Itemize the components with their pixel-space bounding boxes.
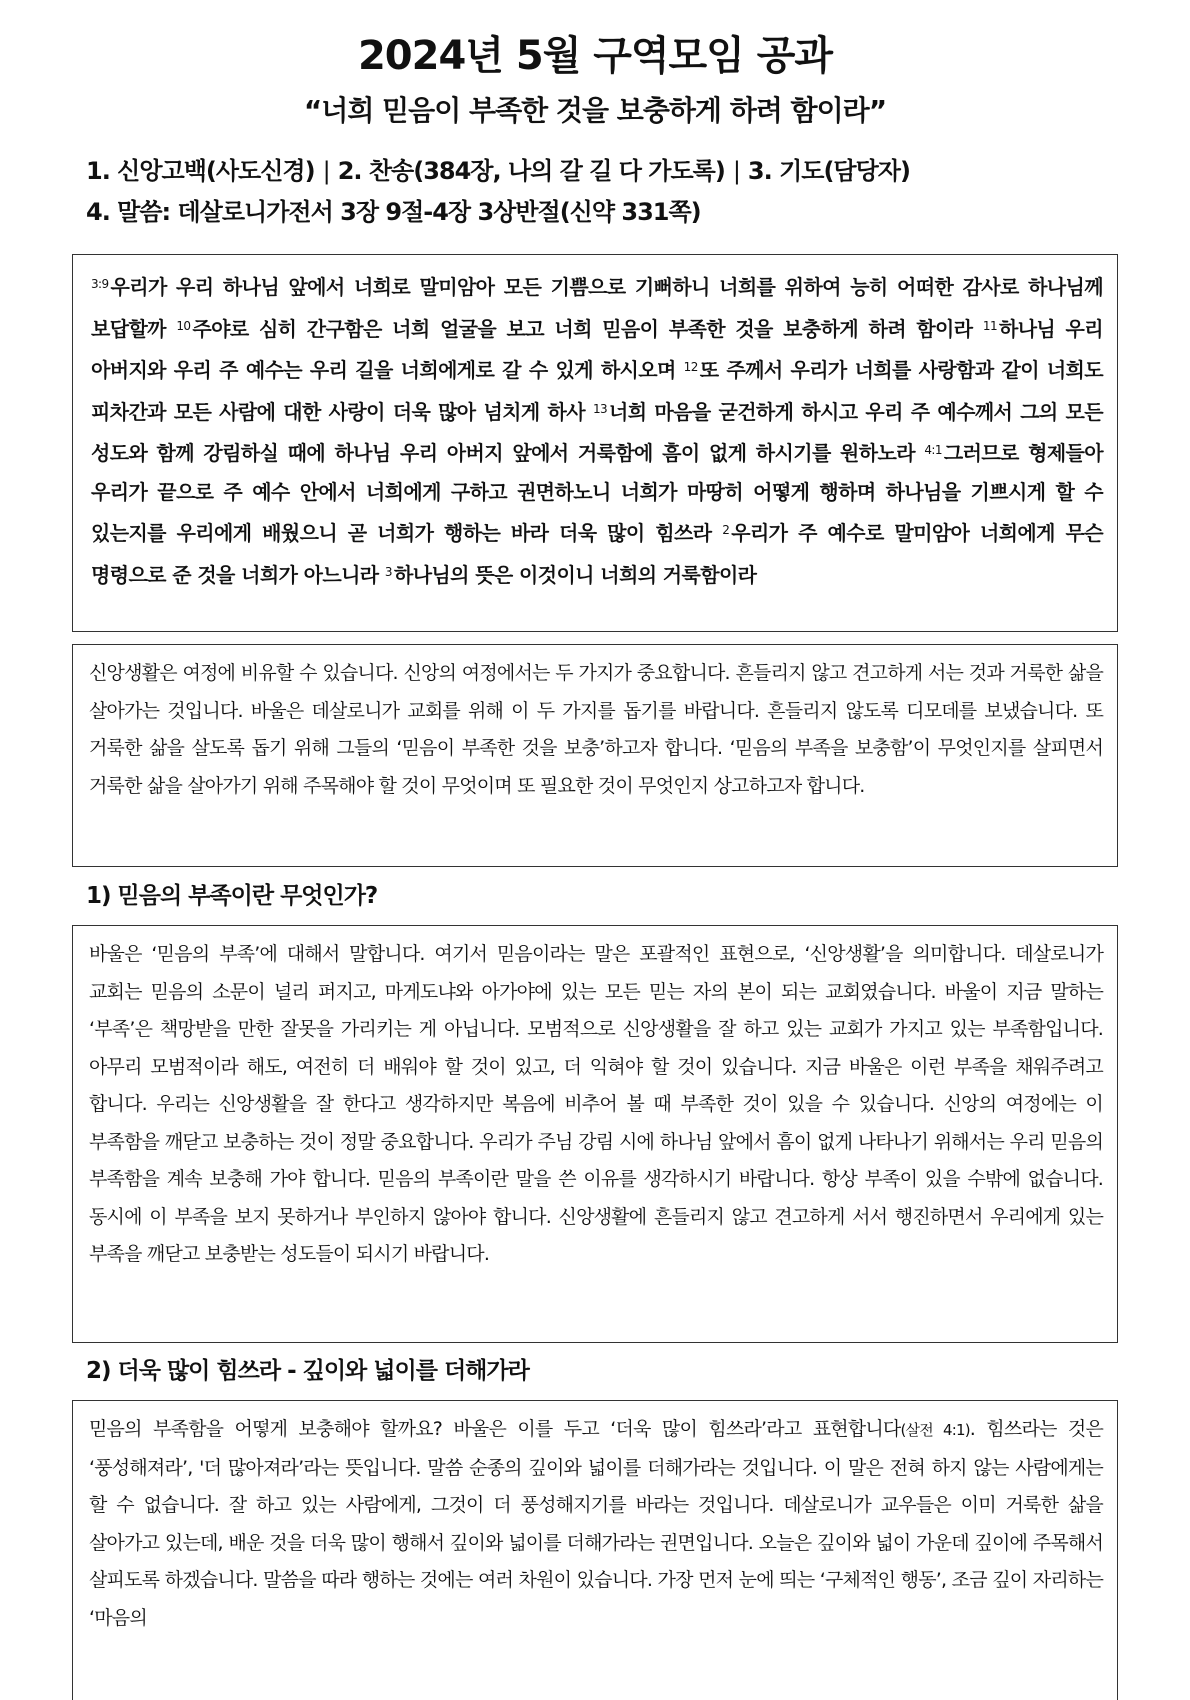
order-of-service-line-1 [86, 154, 910, 188]
verse-text: 우리가 우리 하나님 앞에서 너희로 말미암아 모든 기쁨으로 기뻐하니 너희를 위하여 능히 어떠한 감사로 하나님께 보답할까 [91, 275, 1103, 341]
separator: | [322, 157, 330, 185]
verse-text: 주야로 심히 간구함은 너희 얼굴을 보고 너희 믿음이 부족한 것을 보충하게 하려 함이라 [192, 316, 973, 341]
verse-text: 그러므로 형제들아 우리가 끝으로 주 예수 안에서 너희에게 구하고 권면하노니 너희가 마땅히 어떻게 행하며 하나님을 기쁘시게 할 수 있는지를 우리에게 배웠으니 곧 너희가 행하는 바라 더욱 많이 힘쓰라 [91, 441, 1104, 545]
verse-number: 3:9 [91, 277, 109, 291]
page-subtitle: “너희 믿음이 부족한 것을 보충하게 하려 함이라” [303, 94, 887, 127]
page-title: 2024년 5월 구역모임 공과 [357, 33, 833, 79]
scripture-box [72, 254, 1118, 632]
verse-text: 우리가 주 예수로 말미암아 너희에게 무슨 명령으로 준 것을 너희가 아느니라 [91, 521, 1103, 587]
section-heading-2: 2) 더욱 많이 힘쓰라 - 깊이와 넓이를 더해가라 [86, 1358, 529, 1384]
section-2-text [89, 1411, 1103, 1637]
verse-number: 3 [384, 564, 392, 579]
bible-reference: (살전 4:1) [900, 1421, 970, 1439]
order-item-prayer: 3. 기도(담당자) [747, 157, 910, 185]
intro-text: 신앙생활은 여정에 비유할 수 있습니다. 신앙의 여정에서는 두 가지가 중요합니다. 흔들리지 않고 견고하게 서는 것과 거룩한 삶을 살아가는 것입니다. 바울은 데살로니가 교회를 위해 이 두 가지를 돕기를 바랍니다. 흔들리지 않도록 디모데를 보냈습니다. 또 거룩한 삶을 살도록 돕기 위해 그들의 ‘믿음이 부족한 것을 보충’하고자 합니다. ‘믿음의 부족을 보충함’이 무엇인지를 살피면서 거룩한 삶을 살아가기 위해 주목해야 할 것이 무엇이며 또 필요한 것이 무엇인지 상고하고자 합니다. [89, 662, 1103, 797]
verse-text: 또 주께서 우리가 너희를 사랑함과 같이 너희도 피차간과 모든 사람에 대한 사랑이 더욱 많아 넘치게 하사 [91, 358, 1103, 424]
section-2-text-part-2: . 힘쓰라는 것은 ‘풍성해져라’, '더 많아져라’라는 뜻입니다. 말씀 순종의 깊이와 넓이를 더해가라는 것입니다. 이 말은 전혀 하지 않는 사람에게는 할 수 없습니다. 잘 하고 있는 사람에게, 그것이 더 풍성해지기를 바라는 것입니다. 데살로니가 교우들은 이미 거룩한 삶을 살아가고 있는데, 배운 것을 더욱 많이 행해서 깊이와 넓이를 더해가라는 권면입니다. 오늘은 깊이와 넓이 가운데 깊이에 주목해서 살피도록 하겠습니다. 말씀을 따라 행하는 것에는 여러 차원이 있습니다. 가장 먼저 눈에 띄는 ‘구체적인 행동’, 조금 깊이 자리하는 ‘마음의 [89, 1418, 1104, 1629]
verse-text: 하나님의 뜻은 이것이니 너희의 거룩함이라 [393, 562, 757, 587]
verse-number: 12 [683, 360, 698, 374]
section-1-text: 바울은 ‘믿음의 부족’에 대해서 말합니다. 여기서 믿음이라는 말은 포괄적인 표현으로, ‘신앙생활’을 의미합니다. 데살로니가 교회는 믿음의 소문이 널리 퍼지고, 마게도냐와 아가야에 있는 모든 믿는 자의 본이 되는 교회였습니다. 바울이 지금 말하는 ‘부족’은 책망받을 만한 잘못을 가리키는 게 아닙니다. 모범적으로 신앙생활을 잘 하고 있는 교회가 가지고 있는 부족함입니다. 아무리 모범적이라 해도, 여전히 더 배워야 할 것이 있고, 더 익혀야 할 것이 있습니다. 지금 바울은 이런 부족을 채워주려고 합니다. 우리는 신앙생활을 잘 한다고 생각하지만 복음에 비추어 볼 때 부족한 것이 있을 수 있습니다. 신앙의 여정에는 이 부족함을 깨닫고 보충하는 것이 정말 중요합니다. 우리가 주님 강림 시에 하나님 앞에서 흠이 없게 나타나기 위해서는 우리 믿음의 부족함을 계속 보충해 가야 합니다. 믿음의 부족이란 말을 쓴 이유를 생각하시기 바랍니다. 항상 부족이 있을 수밖에 없습니다. 동시에 이 부족을 보지 못하거나 부인하지 않아야 합니다. 신앙생활에 흔들리지 않고 견고하게 서서 행진하면서 우리에게 있는 부족을 깨닫고 보충받는 성도들이 되시기 바랍니다. [89, 943, 1103, 1265]
verse-text: 하나님 우리 아버지와 우리 주 예수는 우리 길을 너희에게로 갈 수 있게 하시오며 [91, 316, 1103, 382]
section-2-box [72, 1400, 1118, 1700]
intro-box [72, 644, 1118, 867]
order-item-hymn: 2. 찬송(384장, 나의 갈 길 다 가도록) [337, 157, 725, 185]
order-item-scripture-reference: 4. 말씀: 데살로니가전서 3장 9절-4장 3상반절(신약 331쪽) [86, 198, 701, 226]
order-item-confession: 1. 신앙고백(사도신경) [86, 157, 315, 185]
section-heading-1: 1) 믿음의 부족이란 무엇인가? [86, 883, 378, 909]
separator: | [732, 157, 740, 185]
verse-number: 11 [982, 318, 997, 333]
verse-number: 2 [722, 523, 730, 537]
verse-number: 4:1 [924, 443, 942, 457]
verse-number: 13 [592, 401, 608, 416]
scripture-text [91, 265, 1103, 594]
verse-text: 너희 마음을 굳건하게 하시고 우리 주 예수께서 그의 모든 성도와 함께 강림하실 때에 하나님 우리 아버지 앞에서 거룩함에 흠이 없게 하시기를 원하노라 [91, 399, 1104, 465]
section-2-text-part-1: 믿음의 부족함을 어떻게 보충해야 할까요? 바울은 이를 두고 ‘더욱 많이 힘쓰라’라고 표현합니다 [89, 1418, 901, 1440]
verse-number: 10 [176, 318, 191, 333]
section-1-box [72, 925, 1118, 1343]
